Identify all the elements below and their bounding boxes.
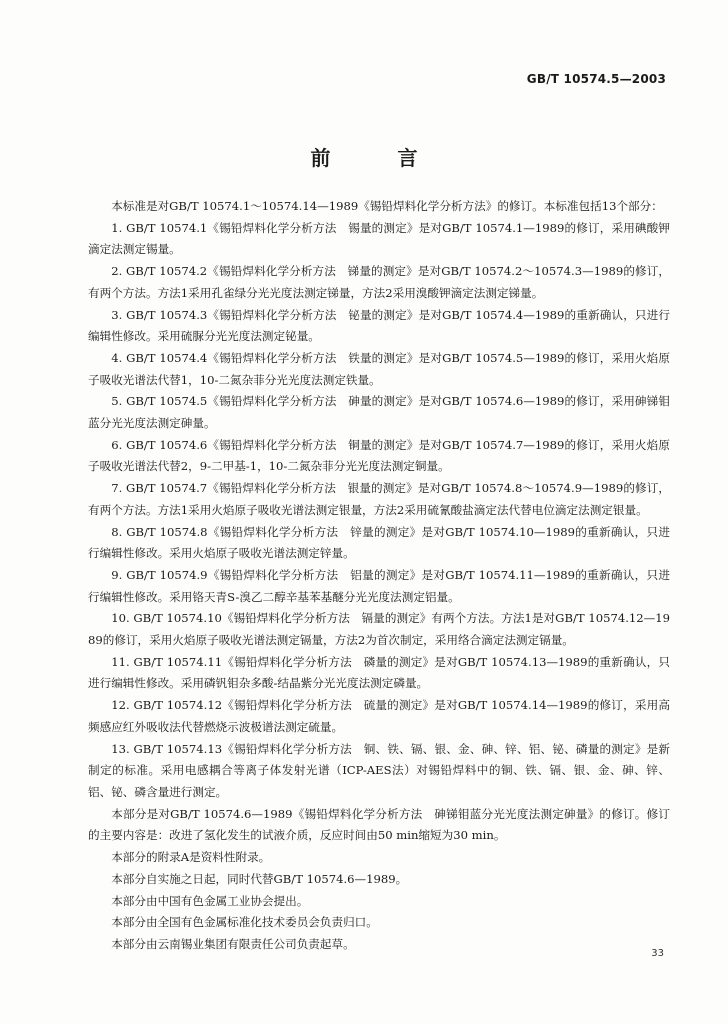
paragraph-centralized-by: 本部分由全国有色金属标准化技术委员会负责归口。 bbox=[111, 915, 378, 930]
paragraph-item-11: 11. GB/T 10574.11《锡铅焊料化学分析方法 磷量的测定》是对GB/T 10574.13—1989的重新确认，只进行编辑性修改。采用磷钒钼杂多酸-结晶紫分光光度法测定磷量。 bbox=[88, 654, 670, 691]
paragraph-intro: 本标准是对GB/T 10574.1～10574.14—1989《锡铅焊料化学分析方法》的修订。本标准包括13个部分： bbox=[111, 199, 663, 213]
paragraph-item-7: 7. GB/T 10574.7《锡铅焊料化学分析方法 银量的测定》是对GB/T 10574.8～10574.9—1989的修订，有两个方法。方法1采用火焰原子吸收光谱法测定银量，方法2采用硫氰酸盐滴定法代替电位滴定法测定银量。 bbox=[88, 481, 670, 517]
paragraph-item-1: 1. GB/T 10574.1《锡铅焊料化学分析方法 锡量的测定》是对GB/T 10574.1—1989的修订，采用碘酸钾滴定法测定锡量。 bbox=[88, 220, 670, 257]
paragraph-appendix: 本部分的附录A是资料性附录。 bbox=[111, 850, 271, 865]
paragraph-item-10: 10. GB/T 10574.10《锡铅焊料化学分析方法 镉量的测定》有两个方法。方法1是对GB/T 10574.12—1989的修订，采用火焰原子吸收光谱法测定镉量，方法2为首次制定，采用络合滴定法测定镉量。 bbox=[88, 611, 670, 648]
paragraph-proposed-by: 本部分由中国有色金属工业协会提出。 bbox=[111, 893, 309, 908]
page-number: 33 bbox=[651, 948, 664, 959]
paragraph-item-8: 8. GB/T 10574.8《锡铅焊料化学分析方法 锌量的测定》是对GB/T 10574.10—1989的重新确认，只进行编辑性修改。采用火焰原子吸收光谱法测定锌量。 bbox=[88, 524, 670, 561]
paragraph-item-13: 13. GB/T 10574.13《锡铅焊料化学分析方法 铜、铁、镉、银、金、砷、锌、铝、铋、磷量的测定》是新制定的标准。采用电感耦合等离子体发射光谱（ICP-AES法）对锡铅焊料中的铜、铁、镉、银、金、砷、锌、铝、铋、磷含量进行测定。 bbox=[88, 741, 670, 799]
paragraph-revision: 本部分是对GB/T 10574.6—1989《锡铅焊料化学分析方法 砷锑钼蓝分光光度法测定砷量》的修订。修订的主要内容是：改进了氢化发生的试液介质，反应时间由50 min缩短为30 min。 bbox=[88, 806, 670, 843]
paragraph-item-12: 12. GB/T 10574.12《锡铅焊料化学分析方法 硫量的测定》是对GB/T 10574.14—1989的修订，采用高频感应红外吸收法代替燃烧示波极谱法测定硫量。 bbox=[88, 698, 670, 734]
paragraph-replaces: 本部分自实施之日起，同时代替GB/T 10574.6—1989。 bbox=[111, 871, 408, 886]
paragraph-item-4: 4. GB/T 10574.4《锡铅焊料化学分析方法 铁量的测定》是对GB/T 10574.5—1989的修订，采用火焰原子吸收光谱法代替1，10-二氮杂菲分光光度法测定铁量。 bbox=[88, 350, 670, 387]
paragraph-item-9: 9. GB/T 10574.9《锡铅焊料化学分析方法 铝量的测定》是对GB/T 10574.11—1989的重新确认，只进行编辑性修改。采用铬天青S-溴乙二醇辛基苯基醚分光光度法测定铝量。 bbox=[88, 567, 670, 604]
page-title: 前 言 bbox=[310, 146, 448, 170]
paragraph-item-2: 2. GB/T 10574.2《锡铅焊料化学分析方法 锑量的测定》是对GB/T 10574.2～10574.3—1989的修订，有两个方法。方法1采用孔雀绿分光光度法测定锑量，方法2采用溴酸钾滴定法测定锑量。 bbox=[88, 264, 670, 300]
paragraph-drafted-by: 本部分由云南锡业集团有限责任公司负责起草。 bbox=[111, 936, 355, 951]
foreword-body bbox=[88, 196, 670, 956]
paragraph-item-3: 3. GB/T 10574.3《锡铅焊料化学分析方法 铋量的测定》是对GB/T 10574.4—1989的重新确认，只进行编辑性修改。采用硫脲分光光度法测定铋量。 bbox=[88, 307, 670, 344]
paragraph-item-6: 6. GB/T 10574.6《锡铅焊料化学分析方法 铜量的测定》是对GB/T 10574.7—1989的修订，采用火焰原子吸收光谱法代替2，9-二甲基-1，10-二氮杂菲分光光度法测定铜量。 bbox=[88, 437, 670, 474]
paragraph-item-5: 5. GB/T 10574.5《锡铅焊料化学分析方法 砷量的测定》是对GB/T 10574.6—1989的修订，采用砷锑钼蓝分光光度法测定砷量。 bbox=[88, 394, 670, 431]
standard-number: GB/T 10574.5—2003 bbox=[526, 72, 666, 86]
